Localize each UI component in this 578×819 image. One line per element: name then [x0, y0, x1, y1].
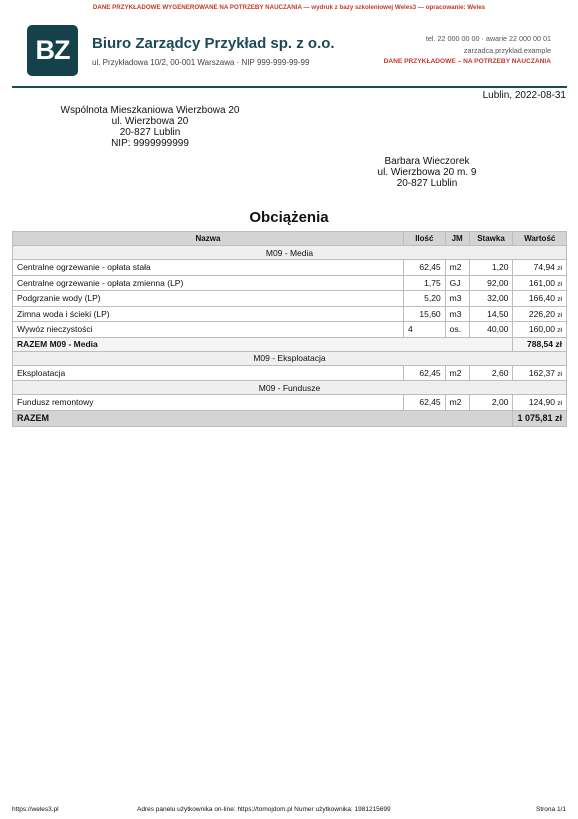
row-value-amount: 166,40	[528, 293, 555, 304]
section-title: M09 - Eksploatacja	[13, 351, 567, 365]
section-title: M09 - Fundusze	[13, 381, 567, 395]
footer-page-number: Strona 1/1	[536, 806, 566, 813]
total-row	[13, 410, 567, 426]
row-value-amount: 162,37	[528, 367, 555, 378]
header-divider	[12, 86, 567, 88]
row-qty: 62,45	[403, 260, 445, 276]
section-title: M09 - Media	[13, 246, 567, 260]
section-row	[13, 246, 567, 260]
sender-address	[55, 105, 245, 149]
charges-table	[12, 231, 567, 427]
row-rate: 14,50	[469, 306, 513, 322]
section-row	[13, 351, 567, 365]
currency-label: zł	[557, 311, 562, 319]
section-row	[13, 381, 567, 395]
footer-user-panel-info: Adres panelu użytkownika on-line: https://tomojdom.pl Numer użytkownika: 1981215699	[137, 806, 391, 813]
row-name: Centralne ogrzewanie - opłata zmienna (LP)	[13, 275, 404, 291]
row-name: Centralne ogrzewanie - opłata stała	[13, 260, 404, 276]
company-logo: BZ	[27, 25, 78, 76]
row-value	[513, 365, 567, 381]
currency-label: zł	[557, 296, 562, 304]
column-header-unit: JM	[445, 232, 469, 246]
row-qty: 62,45	[403, 365, 445, 381]
row-unit: GJ	[445, 275, 469, 291]
row-value	[513, 275, 567, 291]
table-row	[13, 395, 567, 411]
currency-label: zł	[557, 327, 562, 335]
demo-notice: DANE PRZYKŁADOWE WYGENEROWANE NA POTRZEBY NAUCZANIA — wydruk z bazy szkoleniowej Weles3 — opracowanie: Weles	[92, 4, 486, 11]
table-row	[13, 322, 567, 338]
company-address: ul. Przykładowa 10/2, 00-001 Warszawa · NIP 999-999-99-99	[92, 58, 310, 67]
demo-label: DANE PRZYKŁADOWE – NA POTRZEBY NAUCZANIA	[383, 58, 551, 65]
row-qty: 1,75	[403, 275, 445, 291]
row-rate: 1,20	[469, 260, 513, 276]
sender-nip: NIP: 9999999999	[111, 138, 189, 149]
row-unit: m2	[445, 365, 469, 381]
column-header-value: Wartość	[513, 232, 567, 246]
table-row	[13, 291, 567, 307]
currency-label: zł	[557, 280, 562, 288]
total-label: RAZEM	[13, 410, 513, 426]
row-rate: 32,00	[469, 291, 513, 307]
table-row	[13, 306, 567, 322]
recipient-city: 20-827 Lublin	[396, 178, 458, 189]
recipient-address	[342, 156, 512, 189]
recipient-name: Barbara Wieczorek	[384, 156, 470, 167]
row-value-amount: 74,94	[533, 262, 555, 273]
document-title: Obciążenia	[249, 209, 329, 226]
row-unit: os.	[445, 322, 469, 338]
row-value-amount: 161,00	[528, 277, 555, 288]
row-name: Podgrzanie wody (LP)	[13, 291, 404, 307]
sender-name: Wspólnota Mieszkaniowa Wierzbowa 20	[60, 105, 240, 116]
row-value	[513, 395, 567, 411]
company-name: Biuro Zarządcy Przykład sp. z o.o.	[92, 35, 335, 52]
company-phones: tel. 22 000 00 00 · awarie 22 000 00 01	[425, 34, 551, 43]
row-value-amount: 124,90	[528, 397, 555, 408]
row-rate: 2,00	[469, 395, 513, 411]
sender-city: 20-827 Lublin	[119, 127, 181, 138]
column-header-name: Nazwa	[13, 232, 404, 246]
table-row	[13, 365, 567, 381]
total-value: 1 075,81 zł	[513, 410, 567, 426]
row-value	[513, 322, 567, 338]
subtotal-value: 788,54 zł	[513, 337, 567, 351]
sender-street: ul. Wierzbowa 20	[111, 116, 189, 127]
row-value	[513, 260, 567, 276]
row-name: Wywóz nieczystości	[13, 322, 404, 338]
row-qty: 15,60	[403, 306, 445, 322]
row-unit: m2	[445, 260, 469, 276]
subtotal-label: RAZEM M09 - Media	[13, 337, 513, 351]
row-rate: 2,60	[469, 365, 513, 381]
subtotal-row	[13, 337, 567, 351]
row-unit: m3	[445, 306, 469, 322]
column-header-qty: Ilość	[403, 232, 445, 246]
table-row	[13, 275, 567, 291]
row-name: Zimna woda i ścieki (LP)	[13, 306, 404, 322]
table-row	[13, 260, 567, 276]
row-qty: 4	[403, 322, 445, 338]
row-value	[513, 291, 567, 307]
currency-label: zł	[557, 400, 562, 408]
row-unit: m3	[445, 291, 469, 307]
footer-website: https://weles3.pl	[12, 806, 59, 813]
row-rate: 40,00	[469, 322, 513, 338]
row-unit: m2	[445, 395, 469, 411]
row-qty: 62,45	[403, 395, 445, 411]
row-name: Fundusz remontowy	[13, 395, 404, 411]
row-value-amount: 226,20	[528, 308, 555, 319]
currency-label: zł	[557, 265, 562, 273]
table-header-row	[13, 232, 567, 246]
document-date: Lublin, 2022-08-31	[482, 90, 566, 101]
company-email: zarzadca.przyklad.example	[463, 46, 551, 55]
currency-label: zł	[557, 370, 562, 378]
row-value-amount: 160,00	[528, 324, 555, 335]
row-qty: 5,20	[403, 291, 445, 307]
column-header-rate: Stawka	[469, 232, 513, 246]
row-rate: 92,00	[469, 275, 513, 291]
row-name: Eksploatacja	[13, 365, 404, 381]
row-value	[513, 306, 567, 322]
recipient-street: ul. Wierzbowa 20 m. 9	[377, 167, 477, 178]
